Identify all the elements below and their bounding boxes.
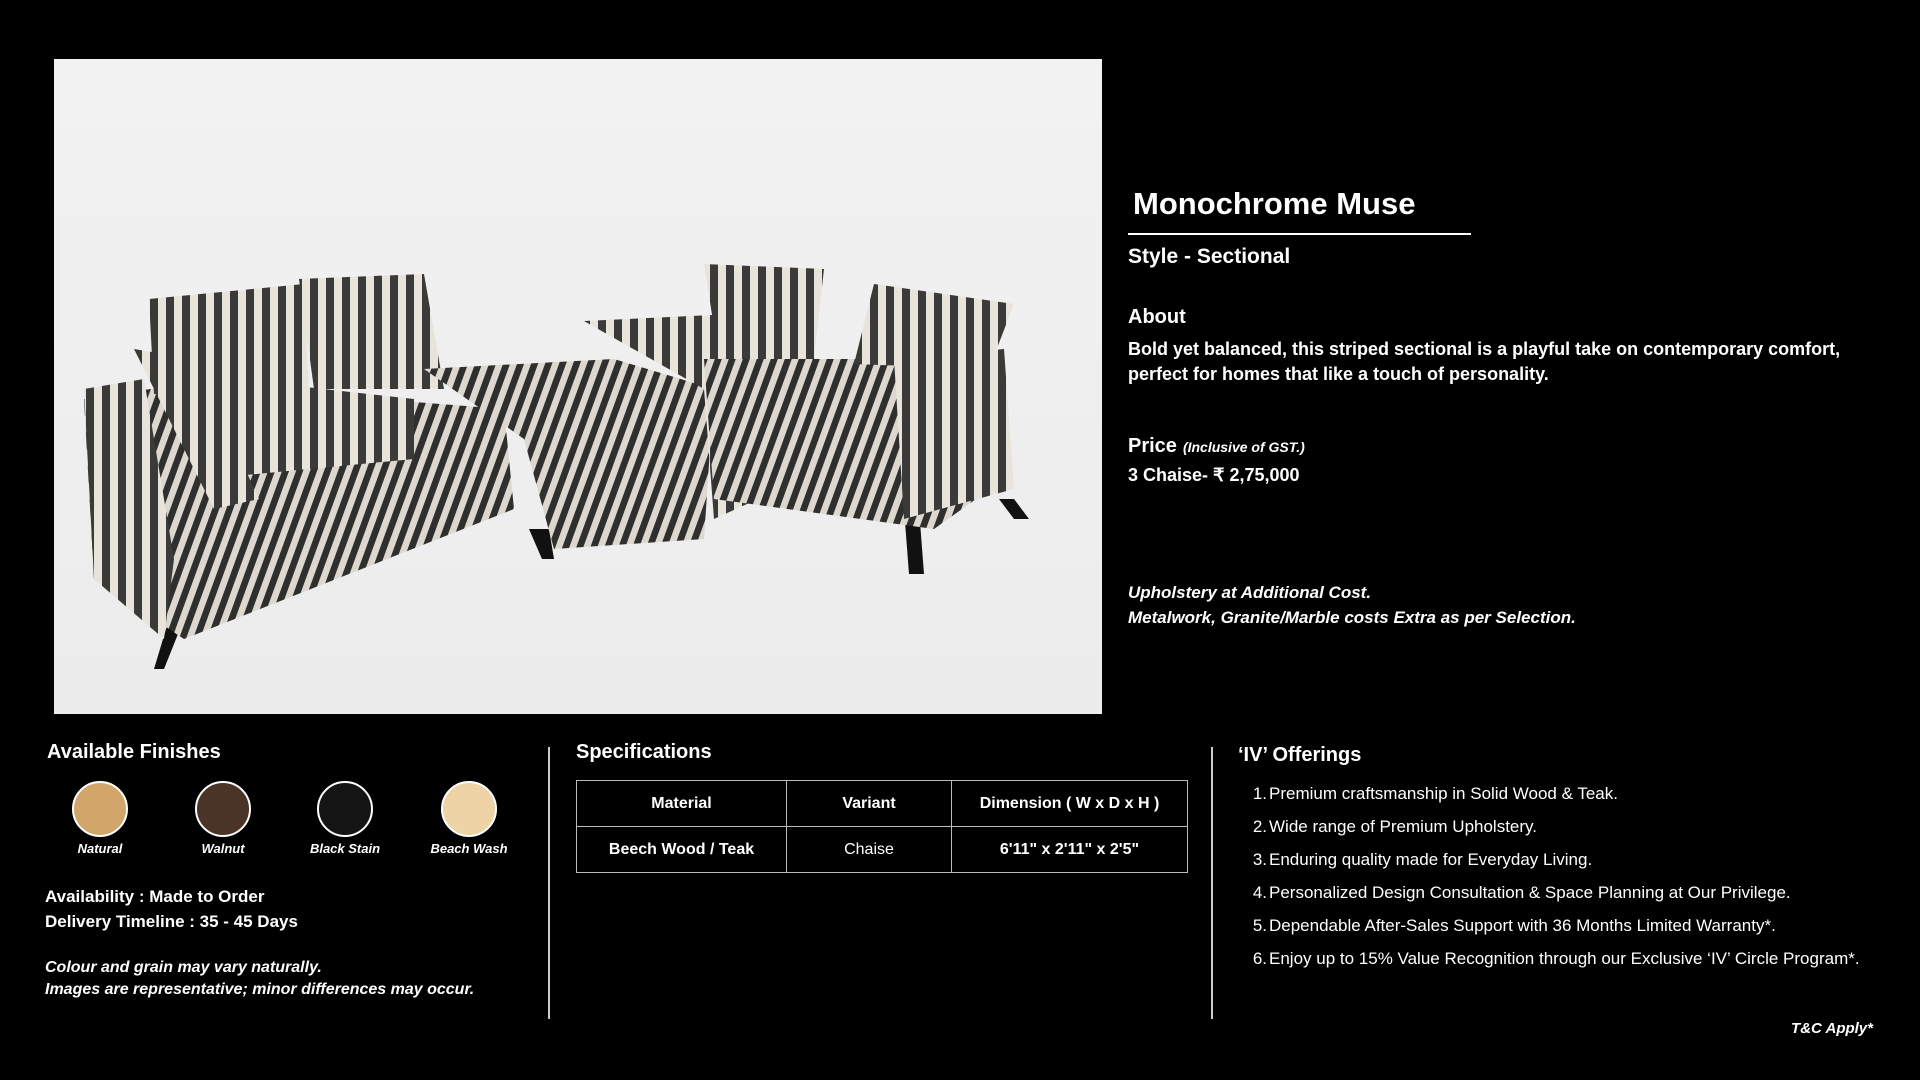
list-item xyxy=(1238,909,1869,942)
column-header: Dimension ( W x D x H ) xyxy=(952,781,1188,827)
product-title: Monochrome Muse xyxy=(1133,186,1416,221)
about-heading: About xyxy=(1128,306,1186,328)
product-image xyxy=(54,59,1102,714)
specifications-heading: Specifications xyxy=(576,741,712,763)
finish-swatch-walnut[interactable] xyxy=(195,781,251,837)
item-text: Enjoy up to 15% Value Recognition through our Exclusive ‘IV’ Circle Program*. xyxy=(1269,949,1860,968)
item-number: 3. xyxy=(1252,850,1267,869)
finishes-heading: Available Finishes xyxy=(47,741,221,763)
item-text: Dependable After-Sales Support with 36 Months Limited Warranty*. xyxy=(1269,916,1776,935)
finish-label: Walnut xyxy=(201,841,245,856)
item-text: Enduring quality made for Everyday Living. xyxy=(1269,850,1593,869)
material-cell: Beech Wood / Teak xyxy=(577,827,787,873)
finish-label: Black Stain xyxy=(309,841,381,856)
price-heading xyxy=(1128,435,1305,458)
list-item xyxy=(1238,777,1869,810)
item-number: 6. xyxy=(1252,949,1267,968)
availability: Availability : Made to Order xyxy=(45,887,265,906)
availability-info xyxy=(45,884,298,934)
title-underline xyxy=(1128,233,1471,235)
item-number: 2. xyxy=(1252,817,1267,836)
note-metalwork: Metalwork, Granite/Marble costs Extra as per Selection. xyxy=(1128,608,1576,627)
finish-swatch-beach-wash[interactable] xyxy=(441,781,497,837)
finish-swatch-natural[interactable] xyxy=(72,781,128,837)
column-header: Variant xyxy=(787,781,952,827)
terms-note: T&C Apply* xyxy=(1791,1020,1873,1037)
item-text: Personalized Design Consultation & Space Planning at Our Privilege. xyxy=(1269,883,1791,902)
delivery-timeline: Delivery Timeline : 35 - 45 Days xyxy=(45,912,298,931)
striped-sectional-sofa xyxy=(54,59,1102,714)
disclaimers xyxy=(45,957,474,1001)
price-note: (Inclusive of GST.) xyxy=(1182,439,1305,455)
finish-swatch-black-stain[interactable] xyxy=(317,781,373,837)
divider xyxy=(548,747,550,1019)
finish-label: Natural xyxy=(77,841,123,856)
product-style: Style - Sectional xyxy=(1128,245,1291,268)
item-number: 1. xyxy=(1252,784,1267,803)
specifications-table xyxy=(576,780,1188,873)
finish-label: Beach Wash xyxy=(430,841,508,856)
list-item xyxy=(1238,810,1869,843)
item-text: Wide range of Premium Upholstery. xyxy=(1269,817,1538,836)
list-item xyxy=(1238,876,1869,909)
item-text: Premium craftsmanship in Solid Wood & Teak. xyxy=(1269,784,1618,803)
column-header: Material xyxy=(577,781,787,827)
about-text: Bold yet balanced, this striped sectional is a playful take on contemporary comfort, perfect for homes that like a touch of personality. xyxy=(1128,339,1841,384)
price-label: Price xyxy=(1128,435,1177,457)
list-item xyxy=(1238,843,1869,876)
table-row xyxy=(577,827,1188,873)
offerings-list xyxy=(1238,777,1869,975)
offerings-heading: ‘IV’ Offerings xyxy=(1238,744,1362,766)
cost-notes xyxy=(1128,580,1576,630)
dimension-cell: 6'11" x 2'11" x 2'5" xyxy=(952,827,1188,873)
price-value: 3 Chaise- ₹ 2,75,000 xyxy=(1128,465,1300,485)
disclaimer: Colour and grain may vary naturally. xyxy=(45,959,322,976)
item-number: 5. xyxy=(1252,916,1267,935)
divider xyxy=(1211,747,1213,1019)
variant-cell: Chaise xyxy=(787,827,952,873)
disclaimer: Images are representative; minor differences may occur. xyxy=(45,981,475,998)
item-number: 4. xyxy=(1252,883,1267,902)
note-upholstery: Upholstery at Additional Cost. xyxy=(1128,583,1372,602)
table-header-row xyxy=(577,781,1188,827)
list-item xyxy=(1238,942,1869,975)
